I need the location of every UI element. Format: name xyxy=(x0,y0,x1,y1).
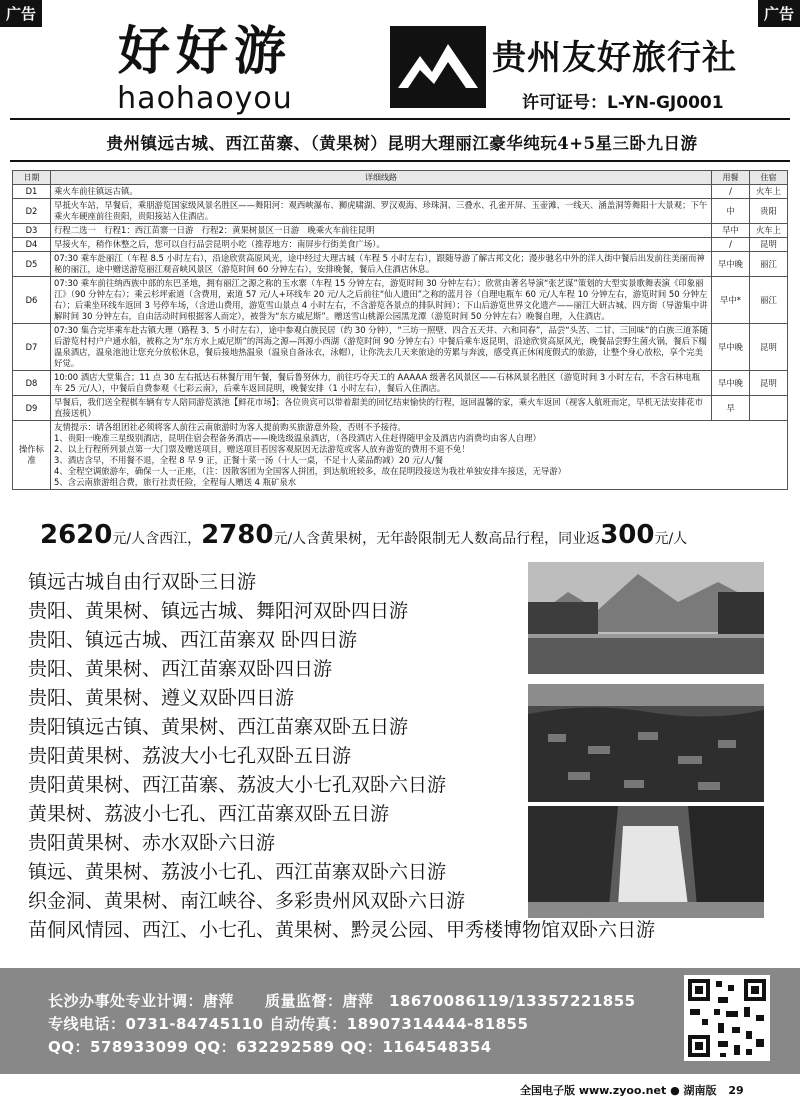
qr-code-icon xyxy=(684,975,770,1061)
photo-huangguoshu-waterfall xyxy=(528,806,764,918)
price-unit-1: 元/人含西江， xyxy=(112,531,202,547)
note-line: 2、以上行程所列景点第一大门票及赠送项目，赠送项目若因客观原因无法游览或客人放弃游览的费用不退不免！ xyxy=(54,444,470,454)
row-day: D5 xyxy=(13,252,51,277)
row-hotel: 丽江 xyxy=(750,252,788,277)
footer-page-number: 29 xyxy=(728,1084,744,1097)
row-day: D7 xyxy=(13,324,51,371)
note-line: 3、酒店含早，不用餐不退，全程 8 早 9 正，正餐十菜一汤（十人一桌，不足十人菜品酌减）20 元/人/餐 xyxy=(54,455,443,465)
route-item: 镇远、黄果树、荔波小七孔、西江苗寨双卧六日游 xyxy=(28,861,447,883)
route-item: 贵阳、黄果树、遵义双卧四日游 xyxy=(28,687,295,709)
route-item: 贵阳、黄果树、镇远古城、舞阳河双卧四日游 xyxy=(28,600,409,622)
edition-icon: ● xyxy=(670,1084,680,1097)
notes-label: 操作标准 xyxy=(13,421,51,490)
brand-logo xyxy=(80,22,330,116)
brand-name-cn: 好好游 xyxy=(117,21,292,82)
table-row xyxy=(13,277,788,324)
agency-name: 贵州友好旅行社 xyxy=(492,38,737,78)
contact-panel xyxy=(0,968,800,1074)
table-row xyxy=(13,252,788,277)
row-details: 行程二选一 行程1：西江苗寨一日游 行程2：黄果树景区一日游 晚乘火车前往昆明 xyxy=(51,224,712,238)
route-item: 镇远古城自由行双卧三日游 xyxy=(28,571,257,593)
price-unit-2: 元/人含黄果树，无年龄限制无人数高品行程，同业返 xyxy=(273,531,601,547)
divider-top xyxy=(10,118,790,120)
table-row xyxy=(13,324,788,371)
ad-label-left: 广告 xyxy=(0,0,42,27)
table-header-row xyxy=(13,171,788,185)
footer-edition: 湖南版 xyxy=(683,1084,717,1097)
route-item: 贵阳黄果树、西江苗寨、荔波大小七孔双卧六日游 xyxy=(28,774,447,796)
header-day: 日期 xyxy=(13,171,51,185)
row-hotel: 昆明 xyxy=(750,324,788,371)
notes-row xyxy=(13,421,788,490)
page-footer xyxy=(520,1082,744,1098)
contact-line-2: 专线电话：0731-84745110 自动传真：18907314444-81855 xyxy=(48,1015,529,1033)
divider-title xyxy=(10,160,790,162)
row-hotel: 火车上 xyxy=(750,185,788,199)
row-hotel: 丽江 xyxy=(750,277,788,324)
brand-name-pinyin: haohaoyou xyxy=(117,81,293,116)
row-meals: 早中晚 xyxy=(712,252,750,277)
route-item: 贵阳镇远古镇、黄果树、西江苗寨双卧五日游 xyxy=(28,716,409,738)
route-item: 苗侗风情园、西江、小七孔、黄果树、黔灵公园、甲秀楼博物馆双卧六日游 xyxy=(28,919,656,941)
note-line: 友情提示：请各组团社必须将客人前往云南旅游时为客人提前购买旅游意外险，否则不予接待。 xyxy=(54,422,406,432)
ad-label-right: 广告 xyxy=(758,0,800,27)
contact-line-3: QQ：578933099 QQ：632292589 QQ：1164548354 xyxy=(48,1038,492,1056)
row-details: 10:00 酒店大堂集合；11 点 30 左右抵达石林餐厅用午餐，餐后鲁努休力，前往巧夺天工的 AAAAA 级著名风景区——石林风景名胜区（游览时间 3 小时左右，不含石林电瓶车 25 元/人），中餐后自费参观《七彩云南》，后乘车返回昆明，晚餐安排（1 小时左右），餐后入住酒店。 xyxy=(51,371,712,396)
contact-line-1: 长沙办事处专业计调：唐萍 质量监督：唐萍 18670086119/13357221855 xyxy=(48,992,636,1010)
header-meals: 用餐 xyxy=(712,171,750,185)
row-details: 07:30 乘车赴丽江（车程 8.5 小时左右），沿途欣赏高原风光，途中经过大理古城（车程 5 小时左右），跟随导游了解古邦文化；漫步驰名中外的洋人街中餐后出发前往美丽而神秘的丽江，途中赠送游览丽江观音峡风景区（游览时间 60 分钟左右），安排晚餐，餐后入住酒店休息。 xyxy=(51,252,712,277)
row-day: D9 xyxy=(13,396,51,421)
row-hotel: 昆明 xyxy=(750,238,788,252)
row-day: D6 xyxy=(13,277,51,324)
row-day: D8 xyxy=(13,371,51,396)
table-row xyxy=(13,224,788,238)
tour-title: 贵州镇远古城、西江苗寨、（黄果树）昆明大理丽江豪华纯玩4+5星三卧九日游 xyxy=(106,134,698,153)
mountain-logo-icon xyxy=(390,26,486,108)
row-details: 乘火车前往镇远古镇。 xyxy=(51,185,712,199)
footer-site: 全国电子版 www.zyoo.net xyxy=(520,1084,667,1097)
row-meals: / xyxy=(712,185,750,199)
row-details: 早抵火车站，早餐后，乘朋游览国家级风景名胜区——舞阳河：观西峡瀑布、狮虎啸湖、罗汉观海、珍珠洞、三叠水、孔雀开屏、玉壶滩、一线天、涵盖洞等舞阳十大景观；下午乘火车硬座前往贵阳，贵阳接站入住酒店。 xyxy=(51,199,712,224)
row-meals: 早中晚 xyxy=(712,324,750,371)
row-meals: 早 xyxy=(712,396,750,421)
row-meals: 早中晚 xyxy=(712,371,750,396)
price-huangguoshu: 2780 xyxy=(201,520,274,550)
row-meals: 早中 xyxy=(712,224,750,238)
route-item: 贵阳黄果树、赤水双卧六日游 xyxy=(28,832,276,854)
license-number: 许可证号：L-YN-GJ0001 xyxy=(522,93,724,113)
route-item: 织金洞、黄果树、南江峡谷、多彩贵州风双卧六日游 xyxy=(28,890,466,912)
row-day: D2 xyxy=(13,199,51,224)
price-rebate: 300 xyxy=(600,520,655,550)
price-xijiang: 2620 xyxy=(40,520,113,550)
table-row xyxy=(13,199,788,224)
row-hotel: 贵阳 xyxy=(750,199,788,224)
price-unit-3: 元/人 xyxy=(654,531,688,547)
note-line: 5、含云南旅游组合费，旅行社责任险，全程每人赠送 4 瓶矿泉水 xyxy=(54,477,297,487)
note-line: 1、贵阳一晚准三星级别酒店，昆明住宿会程备务酒店——晚选级温泉酒店，（各段酒店入住赶得随甲金及酒店内消费均由客人自理） xyxy=(54,433,541,443)
row-hotel: 火车上 xyxy=(750,224,788,238)
table-row xyxy=(13,396,788,421)
header-details: 详细线路 xyxy=(51,171,712,185)
itinerary-table xyxy=(12,170,788,490)
note-line: 4、全程空调旅游车，确保一人一正座，（注：因散客团为全国客人拼团，到达航班较多，故在昆明段接送为我社单独安排车接送，无导游） xyxy=(54,466,567,476)
photo-miao-village xyxy=(528,684,764,802)
row-hotel: 昆明 xyxy=(750,371,788,396)
header-hotel: 住宿 xyxy=(750,171,788,185)
row-day: D3 xyxy=(13,224,51,238)
row-meals: 中 xyxy=(712,199,750,224)
table-row xyxy=(13,238,788,252)
row-details: 早接火车，稍作休整之后，您可以自行品尝昆明小吃（推荐地方：南屏步行街美食广场）。 xyxy=(51,238,712,252)
row-day: D4 xyxy=(13,238,51,252)
route-item: 黄果树、荔波小七孔、西江苗寨双卧五日游 xyxy=(28,803,390,825)
row-details: 07:30 集合完毕乘车赴古镇大理（路程 3、5 小时左右），途中参观白族民居（约 30 分钟），“三坊一照壁、四合五天井、六和同春”，品尝“头苦、二甘、三回味”的白族三道茶随后游览村村户户通水船，被称之为“东方水上威尼斯”的洱海之源—洱源小西湖（游览时间 90 分钟左右）中餐后乘车返昆明，沿途欣赏高原风光，晚餐品尝野生菌火锅，餐后下榻温泉酒店，温泉池池让您充分放松休息，餐后接地热温泉（温泉自备泳衣，泳帽），让你洗去几天来旅途的劳累与奔波，感受真正休闲度假式的旅游，让整个身心放松，享个完美好觉。 xyxy=(51,324,712,371)
route-item: 贵阳黄果树、荔波大小七孔双卧五日游 xyxy=(28,745,352,767)
row-details: 早餐后，我们送全程棋车辆有专人陪同游览滇池【鲜花市场】；各位贵宾可以带着甜美的回忆结束愉快的行程，返回温馨的家，乘火车返回（视客人航班而定，早机无法安排花市直接送机） xyxy=(51,396,712,421)
row-hotel xyxy=(750,396,788,421)
row-day: D1 xyxy=(13,185,51,199)
row-meals: 早中* xyxy=(712,277,750,324)
notes-content xyxy=(51,421,788,490)
photo-zhenyuan-river xyxy=(528,562,764,674)
table-row xyxy=(13,371,788,396)
pricing-line xyxy=(40,520,687,550)
row-meals: / xyxy=(712,238,750,252)
row-details: 07:30 乘车前往纳西族中部的东巴圣地，拥有丽江之源之称的玉水寨（车程 15 分钟左右，游览时间 30 分钟左右）；欣赏由著名导演“张艺谋”策划的大型实景歌舞表演《印象丽江》（90 分钟左右）；乘云杉坪索道（含费用，索道 57 元/人+环线车 20 元/人之后前往“仙人遗田”之称的蓝月谷（自理电瓶车 60 元/人车程 10 分钟左右，游览时间 50 分钟左右）；后乘坐环线车返回 3 号停车场，（含进山费用，游览雪山景点 4 小时左右，不含游览各景点的排队时间）；下山后游览世界文化遗产——丽江大研古城、四方街（导游集中讲解时间 30 分钟左右，自由活动时间根据客人而定），被誉为“东方威尼斯”。赠送雪山桃源公园黑龙潭（游览时间 50 分钟左右）晚餐自理，入住酒店。 xyxy=(51,277,712,324)
route-item: 贵阳、镇远古城、西江苗寨双 卧四日游 xyxy=(28,629,358,651)
table-row xyxy=(13,185,788,199)
route-item: 贵阳、黄果树、西江苗寨双卧四日游 xyxy=(28,658,333,680)
